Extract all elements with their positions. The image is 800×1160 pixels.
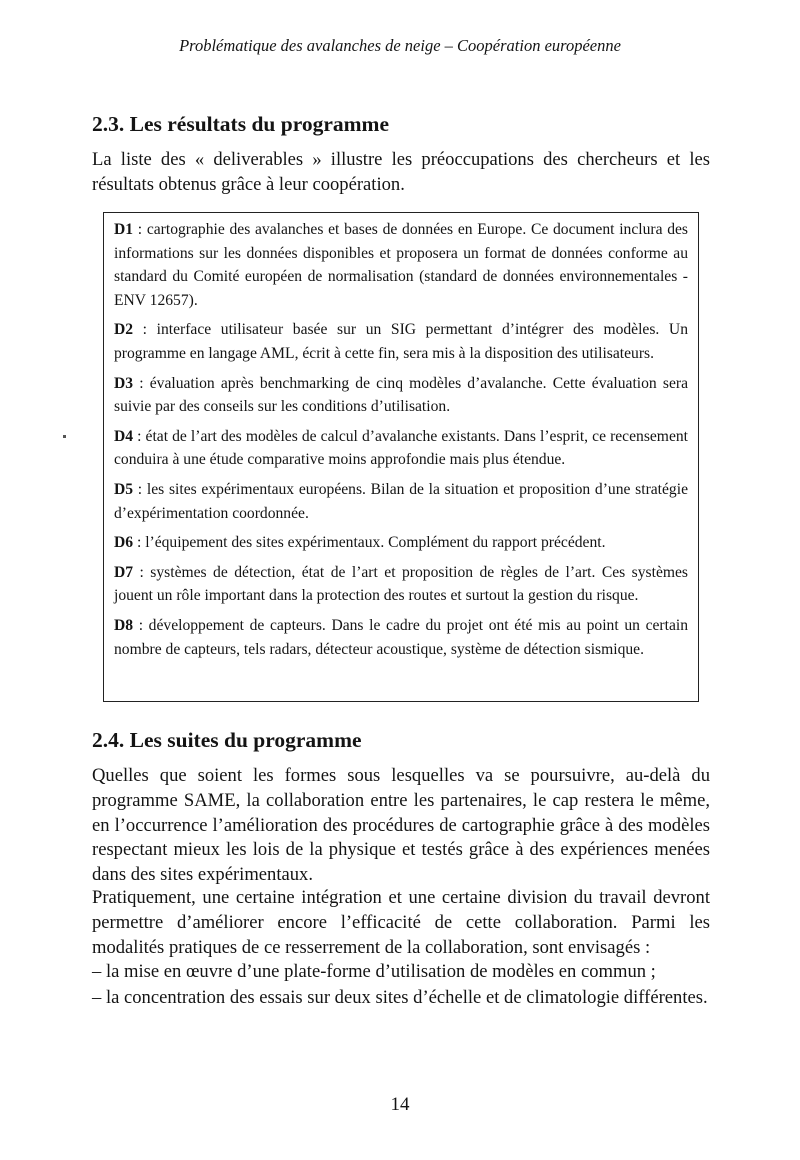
deliverable-item: D7 : systèmes de détection, état de l’art et proposition de règles de l’art. Ces systèmes jouent un rôle important dans la protection des routes et surtout la gestion du risque. (114, 563, 688, 605)
deliverable-item: D8 : développement de capteurs. Dans le cadre du projet ont été mis au point un certain nombre de capteurs, tels radars, détecteur acoustique, système de détection sismique. (114, 616, 688, 658)
deliverables-box (103, 212, 699, 702)
section-2-4-paragraph-2: Pratiquement, une certaine intégration et une certaine division du travail devront permettre d’améliorer encore l’efficacité de cette collaboration. Parmi les modalités pratiques de ce resserrement de la collaboration, sont envisagés : (92, 887, 710, 958)
deliverable-item: D2 : interface utilisateur basée sur un SIG permettant d’intégrer des modèles. Un programme en langage AML, écrit à cette fin, sera mis à la disposition des utilisateurs. (114, 321, 688, 362)
section-heading-2-3: 2.3. Les résultats du programme (92, 112, 390, 136)
deliverable-item: D6 : l’équipement des sites expérimentaux. Complément du rapport précédent. (114, 534, 606, 552)
deliverable-item: D3 : évaluation après benchmarking de cinq modèles d’avalanche. Cette évaluation sera suivie par des conseils sur les conditions d’utilisation. (114, 374, 688, 416)
section-2-4-paragraph-1: Quelles que soient les formes sous lesquelles va se poursuivre, au-delà du programme SAME, la collaboration entre les partenaires, le cap restera le même, en l’occurrence l’amélioration des procédures de cartographie grâce à des modèles respectant mieux les lois de la physique et testés grâce à des expériences menées dans des sites expérimentaux. (92, 765, 710, 886)
margin-mark (63, 435, 66, 438)
section-heading-2-4: 2.4. Les suites du programme (92, 728, 362, 752)
page-number: 14 (390, 1094, 410, 1115)
section-2-3-intro: La liste des « deliverables » illustre les préoccupations des chercheurs et les résultats obtenus grâce à leur coopération. (92, 149, 710, 195)
deliverable-item: D5 : les sites expérimentaux européens. Bilan de la situation et proposition d’une stratégie d’expérimentation coordonnée. (114, 480, 688, 522)
running-head: Problématique des avalanches de neige – Coopération européenne (179, 36, 621, 55)
deliverable-item: D4 : état de l’art des modèles de calcul d’avalanche existants. Dans l’esprit, ce recensement conduira à une étude comparative moins approfondie mais plus étendue. (114, 427, 688, 469)
list-item: – la concentration des essais sur deux sites d’échelle et de climatologie différentes. (92, 987, 708, 1008)
deliverable-item: D1 : cartographie des avalanches et bases de données en Europe. Ce document inclura des informations sur les données disponibles et proposera un format de données conforme au standard du Comité européen de normalisation (standard de données environnementales - ENV 12657). (114, 221, 688, 309)
list-item: – la mise en œuvre d’une plate-forme d’utilisation de modèles en commun ; (92, 961, 656, 982)
